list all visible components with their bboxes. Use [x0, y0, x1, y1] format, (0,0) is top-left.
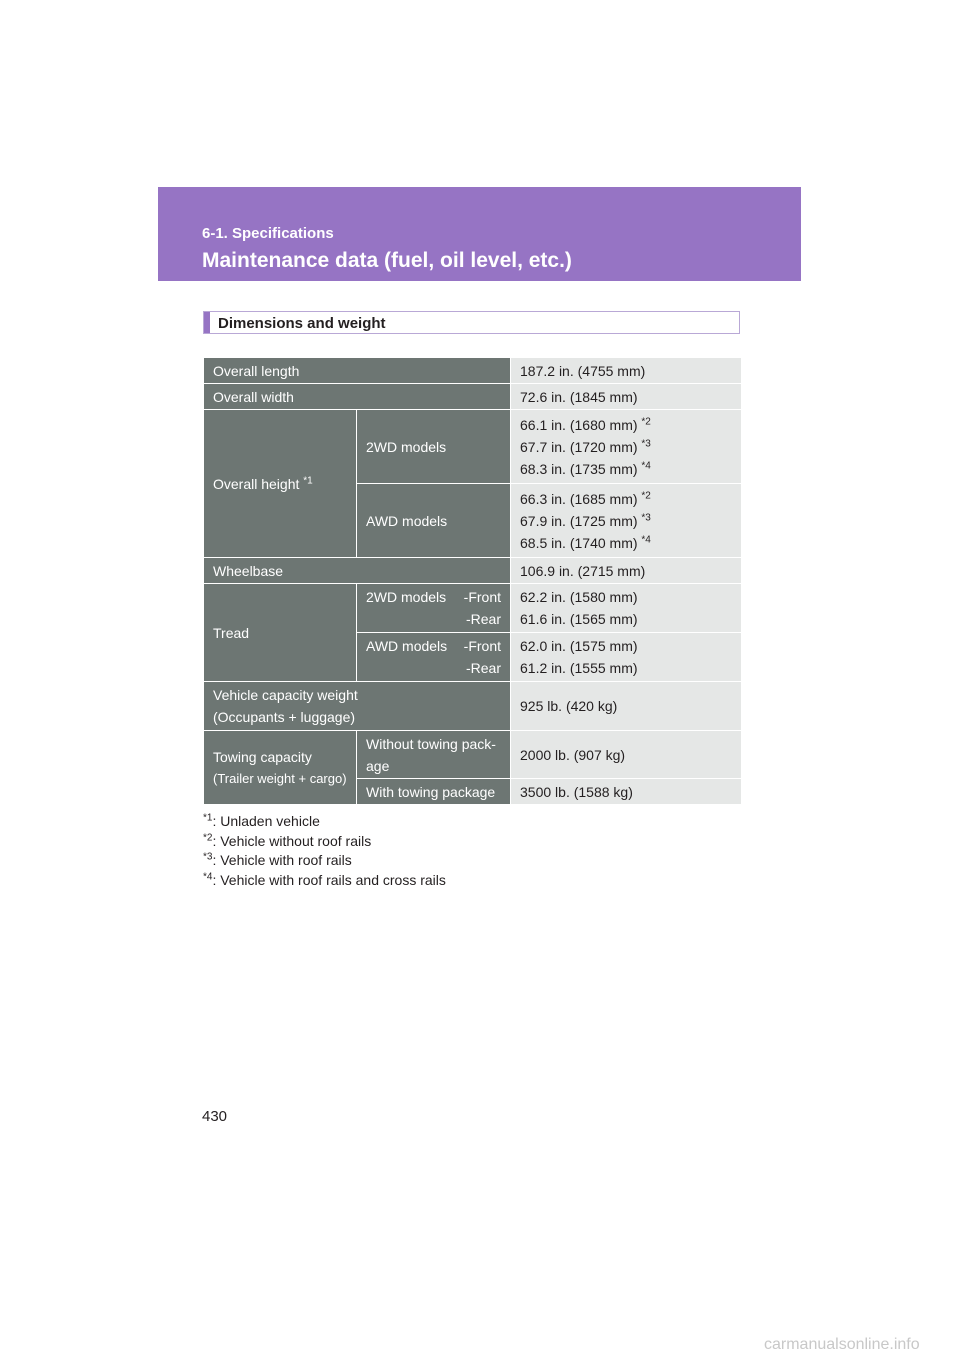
- footnote: $^{*4}$: Vehicle with roof rails and cross rails: [203, 870, 446, 888]
- row-value: 3500 lb. (1588 kg): [511, 779, 742, 805]
- model-label: 2WD models -Front -Rear: [357, 584, 511, 633]
- footnote: $^{*2}$: Vehicle without roof rails: [203, 831, 372, 849]
- row-label: Tread: [204, 584, 357, 682]
- subsection-accent-bar: [204, 312, 210, 333]
- row-value: 72.6 in. (1845 mm): [511, 384, 742, 410]
- value-line: 68.5 in. (1740 mm) $^{*4}$: [520, 533, 651, 551]
- row-label: Overall width: [204, 384, 511, 410]
- value-line: 66.1 in. (1680 mm) $^{*2}$: [520, 415, 651, 433]
- value-line: 68.3 in. (1735 mm) $^{*4}$: [520, 459, 651, 477]
- table-row: [204, 584, 742, 633]
- specifications-table: [203, 357, 742, 805]
- table-row: [204, 384, 742, 410]
- footnote: $^{*3}$: Vehicle with roof rails: [203, 851, 352, 868]
- footnote-mark: *1: [303, 474, 313, 486]
- model-label: With towing package: [357, 779, 511, 805]
- row-value: 106.9 in. (2715 mm): [511, 558, 742, 584]
- row-label: Overall length: [204, 358, 511, 384]
- row-value: 187.2 in. (4755 mm): [511, 358, 742, 384]
- model-label: AWD models -Front -Rear: [357, 633, 511, 682]
- row-value: 62.0 in. (1575 mm) 61.2 in. (1555 mm): [511, 633, 742, 682]
- page-title: Maintenance data (fuel, oil level, etc.): [202, 249, 572, 272]
- value-line: 67.9 in. (1725 mm) $^{*3}$: [520, 511, 651, 529]
- row-value: 62.2 in. (1580 mm) 61.6 in. (1565 mm): [511, 584, 742, 633]
- row-value: 925 lb. (420 kg): [511, 682, 742, 731]
- footnote: $^{*1}$: Unladen vehicle: [203, 812, 320, 829]
- table-row: [204, 358, 742, 384]
- model-label: AWD models: [357, 484, 511, 558]
- row-label: Wheelbase: [204, 558, 511, 584]
- subsection-heading: [203, 311, 740, 334]
- footnotes: [203, 812, 446, 890]
- section-label: 6-1. Specifications: [202, 225, 334, 242]
- table-row: [204, 558, 742, 584]
- subsection-title: Dimensions and weight: [218, 315, 386, 332]
- page-number: 430: [202, 1108, 228, 1125]
- watermark: carmanualsonline.info: [764, 1336, 920, 1353]
- row-label: Vehicle capacity weight (Occupants + luggage): [204, 682, 511, 731]
- table-row: [204, 682, 742, 731]
- row-label: Towing capacity (Trailer weight + cargo): [204, 731, 357, 805]
- row-value: [511, 410, 742, 484]
- value-line: 67.7 in. (1720 mm) $^{*3}$: [520, 437, 651, 455]
- value-line: 66.3 in. (1685 mm) $^{*2}$: [520, 489, 651, 507]
- row-label: Overall height: [213, 475, 300, 492]
- model-label: Without towing pack- age: [357, 731, 511, 779]
- row-value: 2000 lb. (907 kg): [511, 731, 742, 779]
- section-header: [158, 187, 801, 281]
- model-label: 2WD models: [357, 410, 511, 484]
- table-row: [204, 731, 742, 779]
- row-value: [511, 484, 742, 558]
- table-row: [204, 410, 742, 484]
- overall-height-label: [204, 410, 357, 558]
